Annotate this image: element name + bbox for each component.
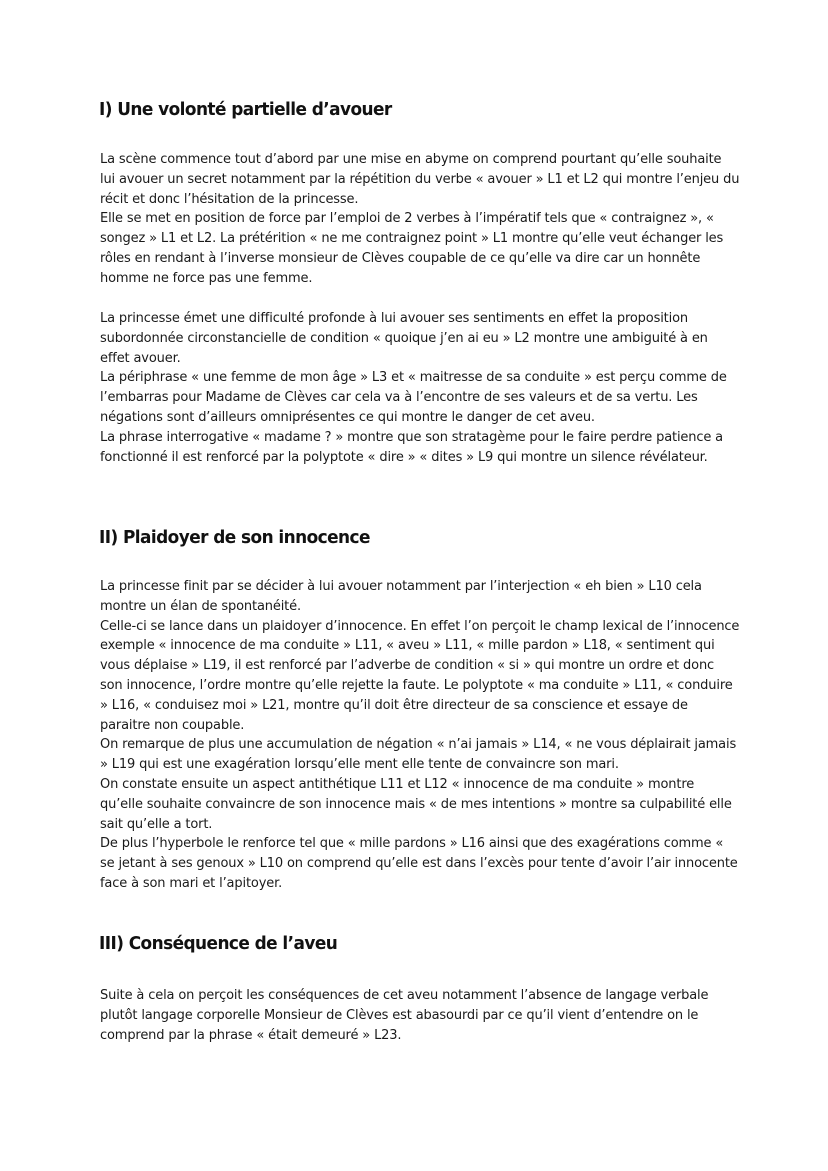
paragraph-line: La scène commence tout d’abord par une mise en abyme on comprend pourtant qu’elle souhaite lui avouer un secret notamment par la répétition du verbe « avouer » L1 et L2 qui montre l’enjeu du récit et donc l’hésitation de la princesse.	[100, 152, 740, 207]
section-heading-3: III) Conséquence de l’aveu	[99, 933, 338, 954]
paragraph-line: Suite à cela on perçoit les conséquences de cet aveu notamment l’absence de langage verbale plutôt langage corporelle Monsieur de Clèves est abasourdi par ce qu’il vient d’entendre on le comprend par la phrase « était demeuré » L23.	[100, 988, 709, 1043]
section-heading-1: I) Une volonté partielle d’avouer	[99, 99, 392, 120]
section-1-paragraph-2	[100, 309, 740, 467]
paragraph-line: Celle-ci se lance dans un plaidoyer d’innocence. En effet l’on perçoit le champ lexical de l’innocence exemple « innocence de ma conduite » L11, « aveu » L11, « mille pardon » L18, « sentiment qui vous déplaise » L19, il est renforcé par l’adverbe de condition « si » qui montre un ordre et donc son innocence, l’ordre montre qu’elle rejette la faute. Le polyptote « ma conduite » L11, « conduire » L16, « conduisez moi » L21, montre qu’il doit être directeur de sa conscience et essaye de paraitre non coupable.	[100, 618, 740, 733]
section-2-paragraph	[100, 577, 740, 894]
paragraph-line: De plus l’hyperbole le renforce tel que « mille pardons » L16 ainsi que des exagérations comme « se jetant à ses genoux » L10 on comprend qu’elle est dans l’excès pour tente d’avoir l’air innocente face à son mari et l’apitoyer.	[100, 836, 738, 891]
section-3-paragraph	[100, 986, 740, 1045]
paragraph-line: On remarque de plus une accumulation de négation « n’ai jamais » L14, « ne vous déplairait jamais » L19 qui est une exagération lorsqu’elle ment elle tente de convaincre son mari.	[100, 737, 737, 773]
paragraph-line: La princesse finit par se décider à lui avouer notamment par l’interjection « eh bien » L10 cela montre un élan de spontanéité.	[100, 579, 702, 614]
paragraph-line: On constate ensuite un aspect antithétique L11 et L12 « innocence de ma conduite » montre qu’elle souhaite convaincre de son innocence mais « de mes intentions » montre sa culpabilité elle sait qu’elle a tort.	[100, 776, 732, 832]
paragraph-line: La périphrase « une femme de mon âge » L3 et « maitresse de sa conduite » est perçu comme de l’embarras pour Madame de Clèves car cela va à l’encontre de ses valeurs et de sa vertu. Les négations sont d’ailleurs omniprésentes ce qui montre le danger de cet aveu.	[100, 370, 727, 425]
paragraph-line: La phrase interrogative « madame ? » montre que son stratagème pour le faire perdre patience a fonctionné il est renforcé par la polyptote « dire » « dites » L9 qui montre un silence révélateur.	[100, 429, 723, 465]
paragraph-line: Elle se met en position de force par l’emploi de 2 verbes à l’impératif tels que « contraignez », « songez » L1 et L2. La prétérition « ne me contraignez point » L1 montre qu’elle veut échanger les rôles en rendant à l’inverse monsieur de Clèves coupable de ce qu’elle va dire car un honnête homme ne force pas une femme.	[100, 211, 724, 286]
paragraph-line: La princesse émet une difficulté profonde à lui avouer ses sentiments en effet la proposition subordonnée circonstancielle de condition « quoique j’en ai eu » L2 montre une ambiguité à en effet avouer.	[100, 311, 708, 366]
section-heading-2: II) Plaidoyer de son innocence	[99, 527, 370, 548]
section-1-paragraph-1	[100, 150, 740, 289]
